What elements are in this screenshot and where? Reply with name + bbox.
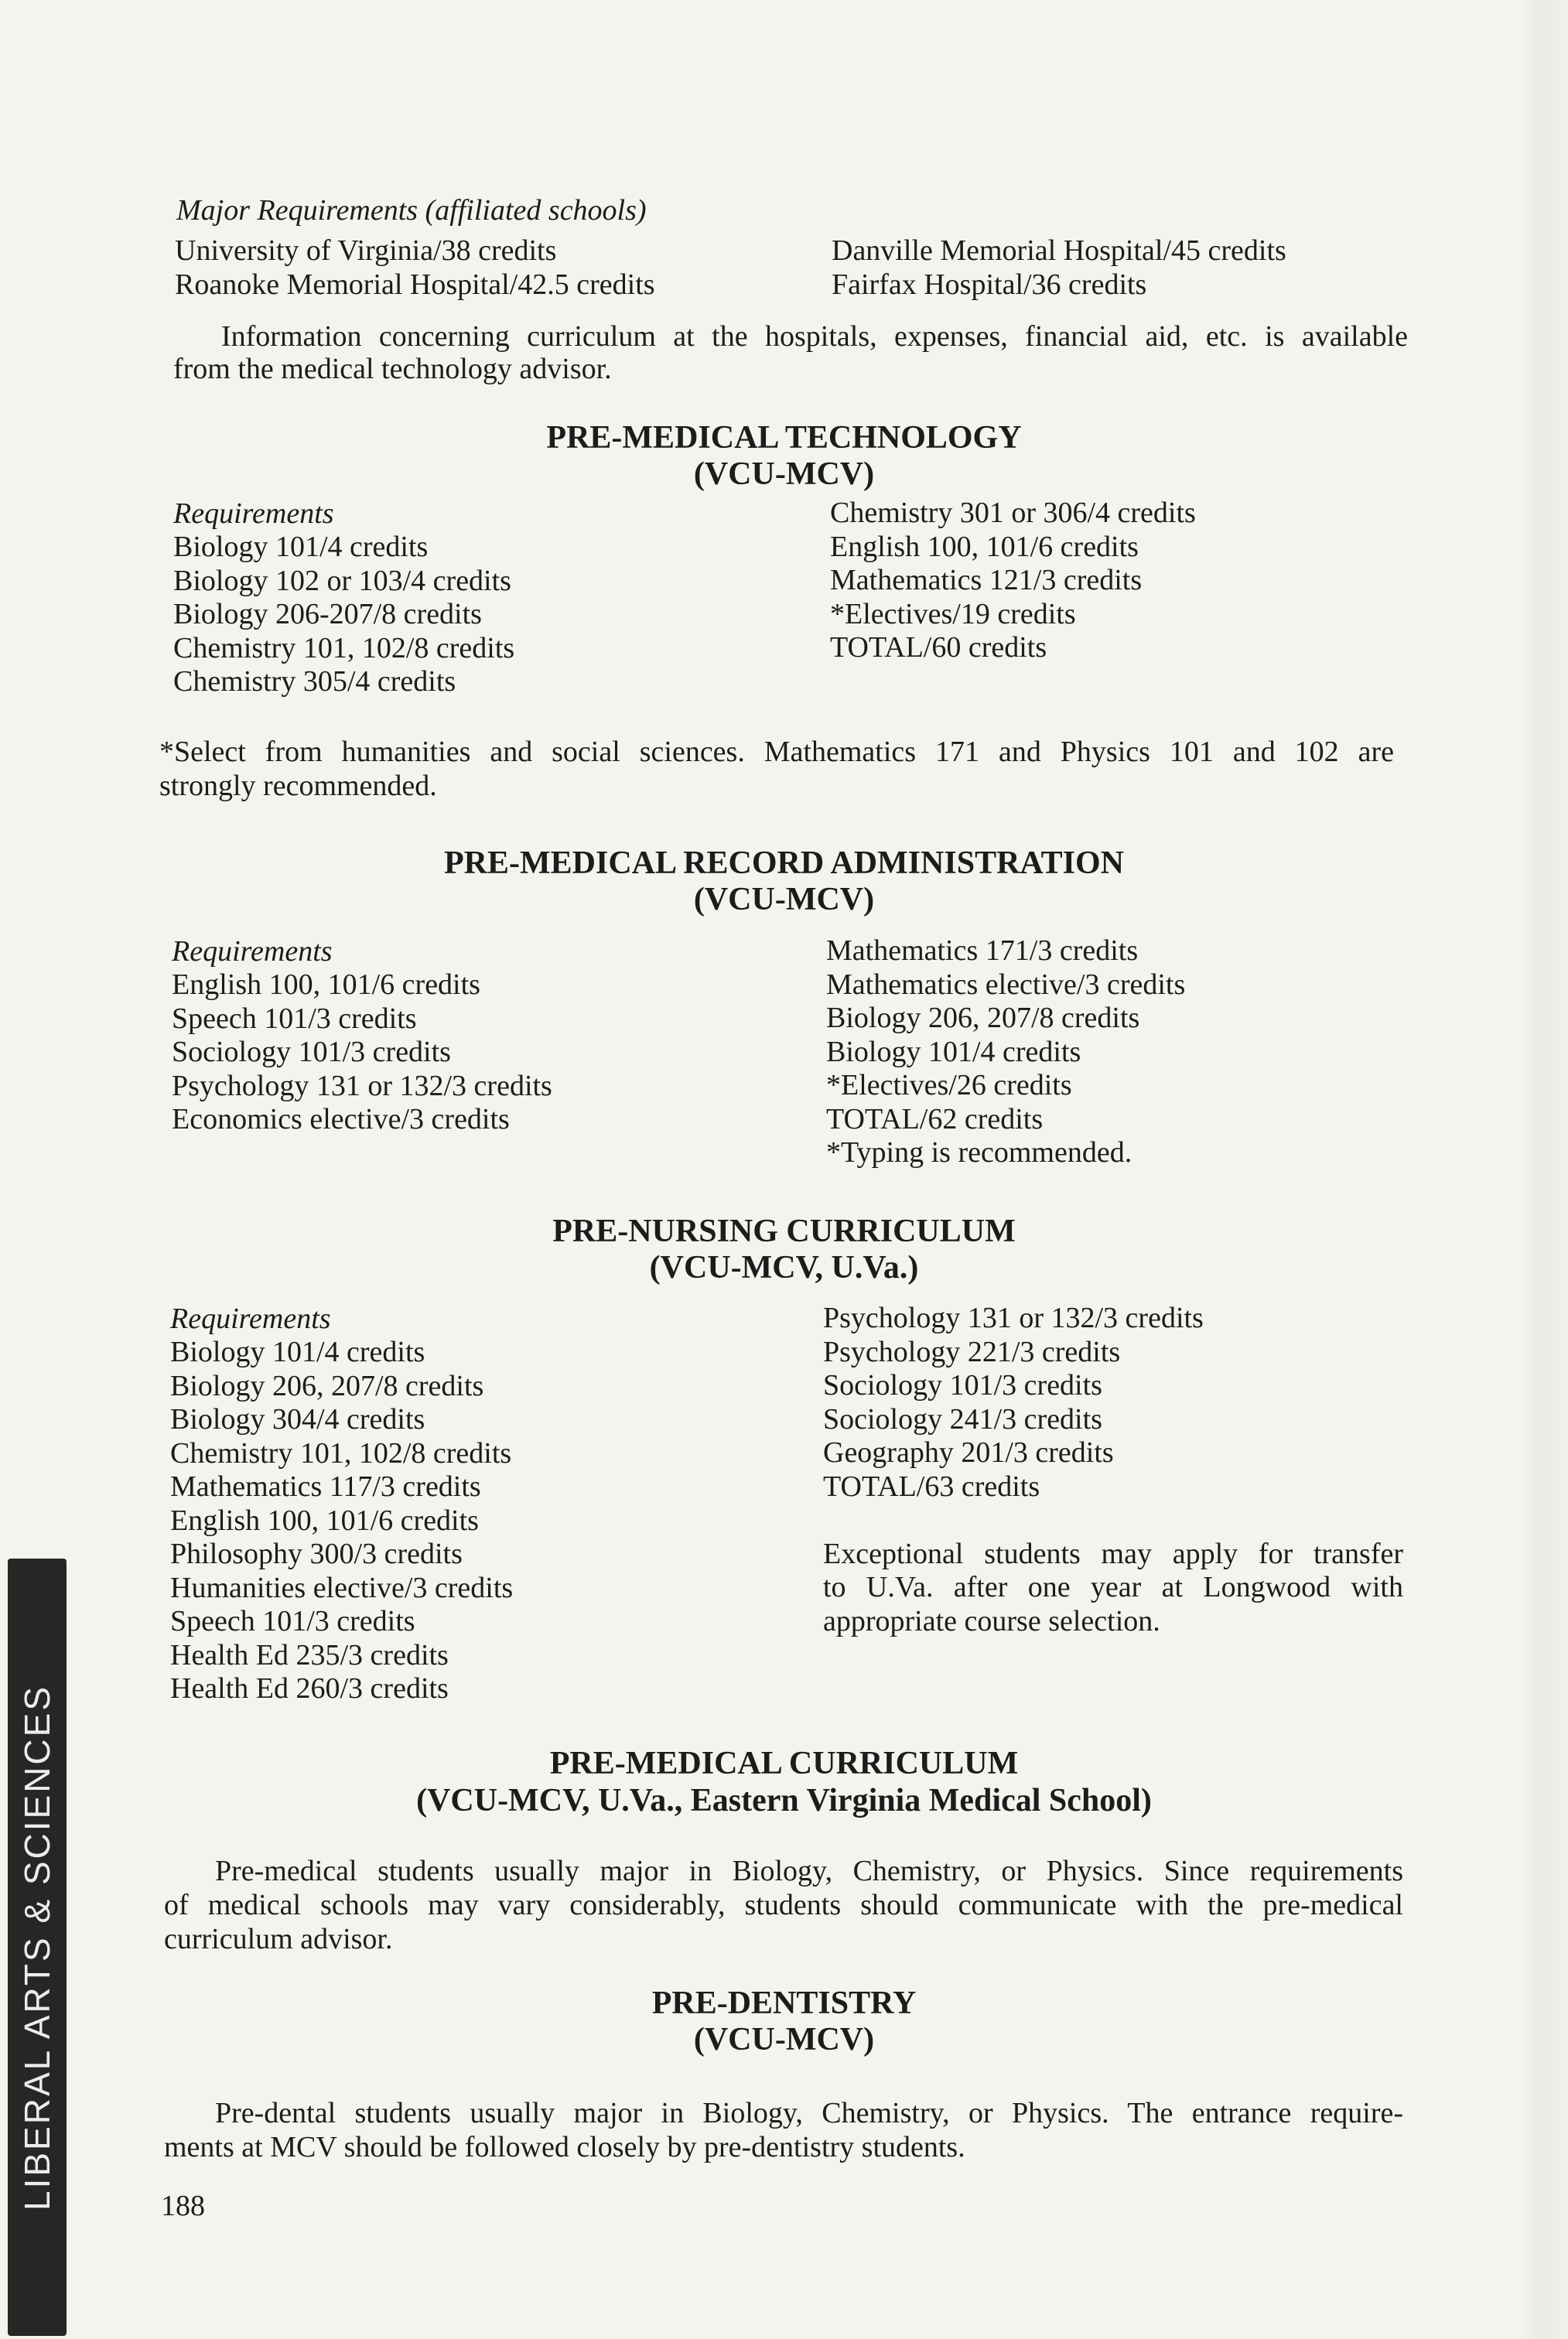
list-item: Economics elective/3 credits (172, 1103, 510, 1135)
pre-med-tech-title: PRE-MEDICAL TECHNOLOGY (546, 420, 1022, 456)
list-item: Sociology 101/3 credits (172, 1036, 451, 1068)
pre-dentistry-subtitle: (VCU-MCV) (693, 2022, 875, 2057)
list-item: *Electives/19 credits (830, 597, 1076, 630)
list-item: Speech 101/3 credits (172, 1002, 417, 1035)
list-item: Sociology 101/3 credits (823, 1369, 1102, 1402)
page-number: 188 (161, 2190, 205, 2222)
pre-dentistry-para-line2: ments at MCV should be followed closely by pre-dentistry students. (164, 2131, 965, 2163)
pre-nursing-title: PRE-NURSING CURRICULUM (552, 1214, 1016, 1249)
pre-nursing-left-list (170, 1336, 513, 1706)
list-item: Mathematics 121/3 credits (830, 564, 1143, 596)
pre-med-record-requirements-label: Requirements (172, 935, 333, 968)
pre-med-tech-note-line1: *Select from humanities and social sciences. Mathematics 171 and Physics 101 and 102 are (159, 736, 1394, 768)
pre-nursing-subtitle: (VCU-MCV, U.Va.) (649, 1250, 919, 1286)
list-item: Health Ed 235/3 credits (170, 1638, 449, 1671)
affiliated-left-list (175, 234, 655, 302)
list-item: Psychology 221/3 credits (823, 1335, 1121, 1368)
pre-medical-title: PRE-MEDICAL CURRICULUM (549, 1746, 1019, 1781)
pre-med-record-title: PRE-MEDICAL RECORD ADMINISTRATION (444, 845, 1124, 881)
list-item: TOTAL/63 credits (823, 1470, 1040, 1503)
pre-nursing-transfer-line3: appropriate course selection. (823, 1605, 1160, 1637)
affiliated-heading: Major Requirements (affiliated schools) (176, 194, 647, 227)
affiliated-right-list (832, 234, 1286, 302)
list-item: English 100, 101/6 credits (170, 1504, 479, 1537)
list-item: *Electives/26 credits (826, 1069, 1072, 1101)
pre-med-record-subtitle: (VCU-MCV) (693, 882, 875, 917)
pre-medical-subtitle: (VCU-MCV, U.Va., Eastern Virginia Medical School) (416, 1783, 1152, 1818)
list-item: TOTAL/62 credits (826, 1102, 1044, 1135)
list-item: Psychology 131 or 132/3 credits (172, 1069, 552, 1102)
list-item: Mathematics 117/3 credits (170, 1470, 481, 1503)
pre-med-tech-right-list (830, 497, 1196, 665)
list-item: Geography 201/3 credits (823, 1436, 1114, 1469)
list-item: Biology 101/4 credits (173, 531, 429, 563)
pre-med-record-left-list (172, 968, 552, 1137)
pre-med-tech-requirements-label: Requirements (173, 497, 334, 530)
list-item: Mathematics elective/3 credits (826, 968, 1186, 1001)
list-item: Chemistry 305/4 credits (173, 665, 456, 698)
list-item: University of Virginia/38 credits (175, 234, 557, 267)
pre-med-tech-note-line2: strongly recommended. (159, 770, 437, 802)
list-item: English 100, 101/6 credits (830, 530, 1139, 563)
list-item: Biology 102 or 103/4 credits (173, 564, 511, 597)
pre-medical-para-line1: Pre-medical students usually major in Biology, Chemistry, or Physics. Since requirements (215, 1855, 1403, 1887)
pre-nursing-transfer-line1: Exceptional students may apply for transfer (823, 1538, 1403, 1570)
list-item: Speech 101/3 credits (170, 1605, 415, 1637)
list-item: Biology 206, 207/8 credits (826, 1002, 1140, 1034)
list-item: Psychology 131 or 132/3 credits (823, 1302, 1204, 1334)
list-item: TOTAL/60 credits (830, 631, 1047, 664)
pre-medical-para-line2: of medical schools may vary considerably, students should communicate with the pre-medical (164, 1889, 1403, 1921)
affiliated-info-line2: from the medical technology advisor. (173, 353, 612, 385)
list-item: Philosophy 300/3 credits (170, 1538, 463, 1570)
pre-med-tech-subtitle: (VCU-MCV) (693, 456, 875, 492)
list-item: Biology 304/4 credits (170, 1403, 425, 1436)
list-item: Chemistry 101, 102/8 credits (170, 1436, 512, 1470)
list-item: Biology 101/4 credits (170, 1336, 425, 1368)
list-item: Mathematics 171/3 credits (826, 934, 1139, 967)
list-item: English 100, 101/6 credits (172, 968, 480, 1001)
section-tab-label: LIBERAL ARTS & SCIENCES (17, 1684, 57, 2211)
list-item: Chemistry 101, 102/8 credits (173, 631, 515, 664)
list-item: Humanities elective/3 credits (170, 1571, 514, 1604)
pre-nursing-right-list (823, 1302, 1204, 1504)
affiliated-info-line1: Information concerning curriculum at the hospitals, expenses, financial aid, etc. is available (221, 320, 1408, 353)
pre-nursing-transfer-line2: to U.Va. after one year at Longwood with (823, 1571, 1403, 1603)
pre-med-record-right-list (826, 934, 1185, 1170)
list-item: Biology 206-207/8 credits (173, 598, 482, 630)
list-item: Sociology 241/3 credits (823, 1402, 1102, 1436)
list-item: Health Ed 260/3 credits (170, 1672, 449, 1705)
list-item: Chemistry 301 or 306/4 credits (830, 497, 1196, 529)
pre-med-tech-left-list (173, 531, 514, 699)
list-item: Roanoke Memorial Hospital/42.5 credits (175, 268, 655, 301)
list-item: Biology 101/4 credits (826, 1035, 1081, 1068)
pre-dentistry-title: PRE-DENTISTRY (651, 1986, 917, 2021)
list-item: Danville Memorial Hospital/45 credits (832, 234, 1286, 267)
pre-dentistry-para-line1: Pre-dental students usually major in Biology, Chemistry, or Physics. The entrance require- (215, 2097, 1403, 2129)
list-item: Biology 206, 207/8 credits (170, 1369, 484, 1402)
pre-nursing-requirements-label: Requirements (170, 1303, 331, 1335)
list-item: Fairfax Hospital/36 credits (832, 268, 1147, 301)
list-item: *Typing is recommended. (826, 1136, 1132, 1169)
pre-medical-para-line3: curriculum advisor. (164, 1923, 393, 1955)
